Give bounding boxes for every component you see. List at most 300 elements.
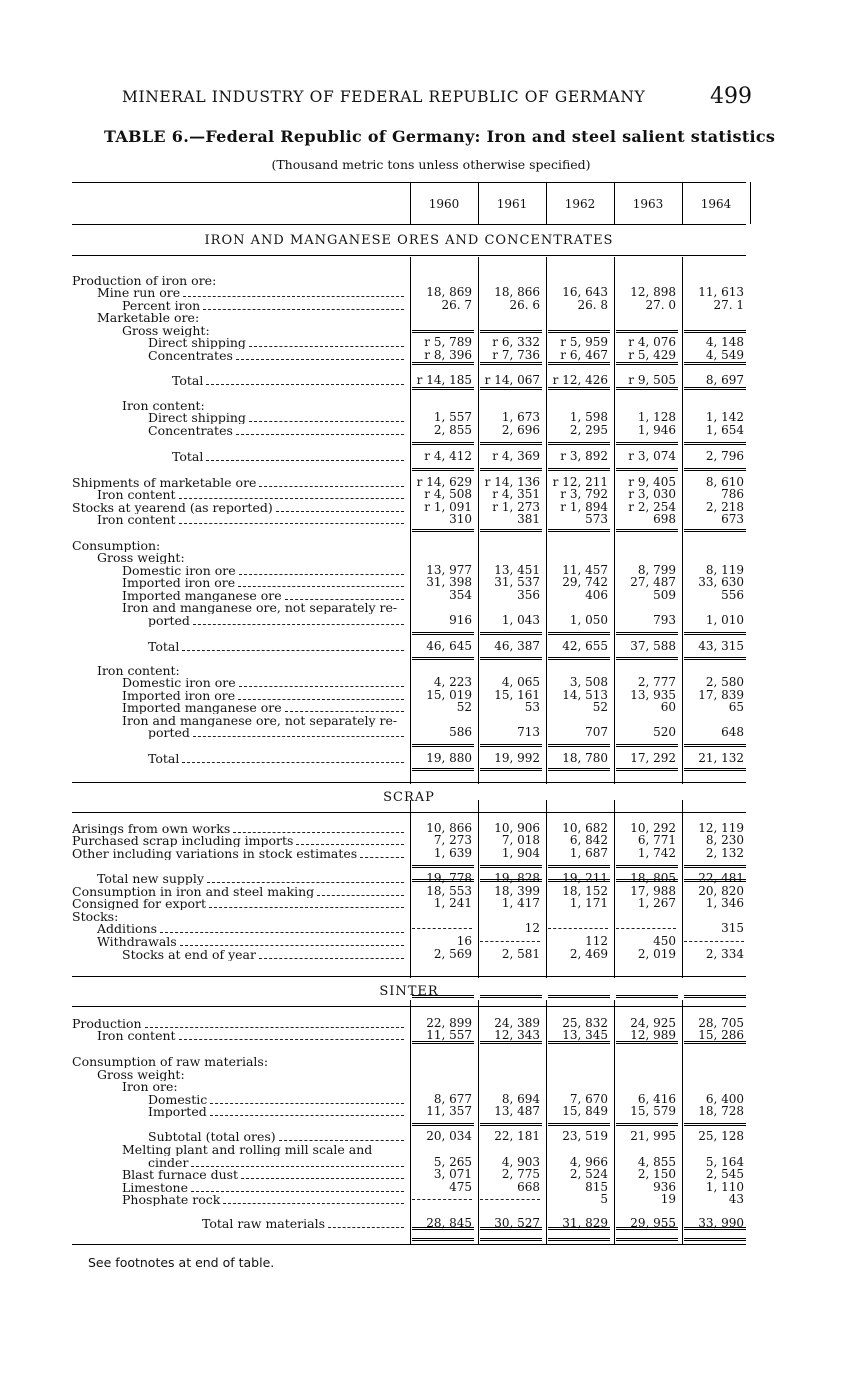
total-rule xyxy=(480,1123,542,1126)
total-rule xyxy=(412,879,474,882)
data-cell: r 14, 185 xyxy=(416,373,472,387)
data-cell: 31, 829 xyxy=(562,1216,608,1230)
data-cell: 3, 071 xyxy=(433,1167,472,1181)
data-cell: 1, 904 xyxy=(501,846,540,860)
data-cell: 25, 128 xyxy=(698,1129,744,1143)
data-cell: r 7, 736 xyxy=(492,348,540,362)
total-rule xyxy=(480,442,542,445)
data-cell: 19, 778 xyxy=(426,871,472,885)
data-cell: 16, 643 xyxy=(562,285,608,299)
data-cell: 10, 866 xyxy=(426,821,472,835)
data-cell: 2, 796 xyxy=(705,449,744,463)
data-cell: 11, 557 xyxy=(426,1028,472,1042)
row-label-text: Imported manganese ore xyxy=(122,589,282,602)
row-label xyxy=(72,676,406,689)
data-cell: 354 xyxy=(449,588,472,602)
row-label xyxy=(72,450,406,463)
data-cell: 43, 315 xyxy=(698,639,744,653)
dot-leader xyxy=(241,1178,404,1179)
row-label-text: Total xyxy=(148,640,180,653)
data-cell: 1, 946 xyxy=(637,423,676,437)
row-label-text: Limestone xyxy=(122,1181,188,1194)
total-rule xyxy=(616,468,678,471)
row-label-text: Consumption in iron and steel making xyxy=(72,885,315,898)
dot-leader xyxy=(223,1203,404,1204)
data-cell: 26. 7 xyxy=(441,298,472,312)
dot-leader xyxy=(183,296,404,297)
data-cell: 2, 777 xyxy=(637,675,676,689)
total-rule xyxy=(480,1238,542,1241)
data-cell: 46, 645 xyxy=(426,639,472,653)
row-label xyxy=(72,834,406,847)
data-cell: 13, 487 xyxy=(494,1104,540,1118)
row-label xyxy=(72,922,406,935)
row-label-text: Iron content: xyxy=(97,664,180,677)
dot-leader xyxy=(179,523,404,524)
total-rule xyxy=(412,330,474,333)
data-cell: 1, 742 xyxy=(637,846,676,860)
dot-leader xyxy=(236,434,404,435)
column-divider xyxy=(478,1000,479,1244)
data-cell: 20, 034 xyxy=(426,1129,472,1143)
data-cell: 713 xyxy=(517,725,540,739)
data-cell: 12, 898 xyxy=(630,285,676,299)
data-cell: 11, 457 xyxy=(562,563,608,577)
data-cell: r 1, 273 xyxy=(492,500,540,514)
total-rule xyxy=(480,879,542,882)
data-cell: 12 xyxy=(524,921,540,935)
footnote-reference: See footnotes at end of table. xyxy=(88,1255,275,1270)
row-label-text: Percent iron xyxy=(122,299,201,312)
dot-leader xyxy=(210,1103,404,1104)
row-label-text: Stocks at yearend (as reported) xyxy=(72,501,273,514)
table-bottom-rule xyxy=(72,1244,746,1245)
data-cell: 7, 670 xyxy=(569,1092,608,1106)
dot-leader xyxy=(182,650,404,651)
data-cell: 29, 955 xyxy=(630,1216,676,1230)
data-cell: 2, 569 xyxy=(433,947,472,961)
total-rule xyxy=(480,529,542,532)
dot-leader xyxy=(296,844,404,845)
total-rule xyxy=(684,744,746,747)
data-cell: 10, 292 xyxy=(630,821,676,835)
data-cell: r 1, 894 xyxy=(560,500,608,514)
data-cell: 16 xyxy=(456,934,472,948)
column-divider xyxy=(682,182,683,224)
total-rule xyxy=(412,362,474,365)
data-cell: r 4, 076 xyxy=(628,335,676,349)
total-rule xyxy=(616,1227,678,1230)
data-cell: 1, 128 xyxy=(637,410,676,424)
row-label xyxy=(72,935,406,948)
total-rule xyxy=(684,1238,746,1241)
row-label xyxy=(72,847,406,860)
column-divider xyxy=(546,182,547,224)
row-label xyxy=(72,488,406,501)
row-label-text: ported xyxy=(148,726,190,739)
data-cell: 13, 451 xyxy=(494,563,540,577)
section-rule xyxy=(72,976,746,977)
dot-leader xyxy=(238,699,404,700)
row-label xyxy=(72,1105,406,1118)
data-cell: 8, 677 xyxy=(433,1092,472,1106)
total-rule xyxy=(480,632,542,635)
total-rule xyxy=(412,1238,474,1241)
data-cell: 2, 545 xyxy=(705,1167,744,1181)
section-rule xyxy=(72,812,746,813)
total-rule xyxy=(480,1041,542,1044)
section-rule xyxy=(72,255,746,256)
data-cell: 8, 119 xyxy=(705,563,744,577)
data-cell: 18, 780 xyxy=(562,751,608,765)
row-label xyxy=(72,701,406,714)
total-rule xyxy=(684,330,746,333)
data-cell: r 4, 369 xyxy=(492,449,540,463)
data-cell: 27. 1 xyxy=(713,298,744,312)
column-header-1962: 1962 xyxy=(564,197,596,211)
row-label xyxy=(72,1029,406,1042)
row-label-text: Other including variations in stock estimates xyxy=(72,847,358,860)
data-cell: 310 xyxy=(449,512,472,526)
row-label xyxy=(72,948,406,961)
data-cell: 17, 988 xyxy=(630,884,676,898)
row-label-text: Total xyxy=(172,374,204,387)
data-cell: 33, 990 xyxy=(698,1216,744,1230)
dot-leader xyxy=(285,599,404,600)
row-label xyxy=(72,336,406,349)
data-cell: 29, 742 xyxy=(562,575,608,589)
data-cell: 2, 132 xyxy=(705,846,744,860)
data-cell: 673 xyxy=(721,512,744,526)
data-cell: 26. 6 xyxy=(509,298,540,312)
row-label-text: Iron content xyxy=(97,1029,176,1042)
data-cell: 2, 019 xyxy=(637,947,676,961)
row-label-text: Mine run ore xyxy=(97,286,181,299)
data-cell: 1, 687 xyxy=(569,846,608,860)
data-cell xyxy=(684,935,744,942)
data-cell: 4, 903 xyxy=(501,1155,540,1169)
table-subtitle: (Thousand metric tons unless otherwise specified) xyxy=(271,157,591,172)
data-cell: r 14, 067 xyxy=(484,373,540,387)
data-cell: r 2, 254 xyxy=(628,500,676,514)
data-cell: 475 xyxy=(449,1180,472,1194)
column-header-1963: 1963 xyxy=(632,197,664,211)
data-cell: 53 xyxy=(524,700,540,714)
data-cell: 815 xyxy=(585,1180,608,1194)
data-cell: 2, 150 xyxy=(637,1167,676,1181)
data-cell: 916 xyxy=(449,613,472,627)
data-cell: 6, 842 xyxy=(569,833,608,847)
total-rule xyxy=(548,657,610,660)
data-cell: 2, 696 xyxy=(501,423,540,437)
data-cell: 112 xyxy=(585,934,608,948)
data-cell: 356 xyxy=(517,588,540,602)
total-rule xyxy=(480,387,542,390)
row-label xyxy=(72,551,406,564)
data-cell: 43 xyxy=(728,1192,744,1206)
data-cell xyxy=(480,935,540,942)
total-rule xyxy=(616,330,678,333)
row-label xyxy=(72,411,406,424)
data-cell: 2, 334 xyxy=(705,947,744,961)
dot-leader xyxy=(206,460,404,461)
data-cell: 11, 357 xyxy=(426,1104,472,1118)
data-cell: 12, 989 xyxy=(630,1028,676,1042)
data-cell: 1, 142 xyxy=(705,410,744,424)
data-cell: 556 xyxy=(721,588,744,602)
data-cell: r 1, 091 xyxy=(424,500,472,514)
column-divider xyxy=(546,1000,547,1244)
column-divider xyxy=(410,182,411,224)
total-rule xyxy=(684,362,746,365)
total-rule xyxy=(684,632,746,635)
data-cell: 1, 110 xyxy=(705,1180,744,1194)
total-rule xyxy=(616,362,678,365)
data-cell: 586 xyxy=(449,725,472,739)
total-rule xyxy=(616,879,678,882)
data-cell: 7, 273 xyxy=(433,833,472,847)
row-label-text: Consigned for export xyxy=(72,897,207,910)
data-cell xyxy=(548,922,608,929)
row-label-text: Stocks: xyxy=(72,910,119,923)
data-cell: 20, 820 xyxy=(698,884,744,898)
data-cell: 13, 345 xyxy=(562,1028,608,1042)
total-rule xyxy=(548,632,610,635)
data-cell: 1, 346 xyxy=(705,896,744,910)
total-rule xyxy=(412,442,474,445)
total-rule xyxy=(616,768,678,771)
data-cell: 18, 866 xyxy=(494,285,540,299)
total-rule xyxy=(480,768,542,771)
row-label-text: Melting plant and rolling mill scale and xyxy=(122,1143,373,1156)
row-label-text: Gross weight: xyxy=(97,551,185,564)
total-rule xyxy=(616,744,678,747)
total-rule xyxy=(412,468,474,471)
data-cell: 19 xyxy=(660,1192,676,1206)
data-cell: 2, 218 xyxy=(705,500,744,514)
data-cell: 6, 771 xyxy=(637,833,676,847)
total-rule xyxy=(684,529,746,532)
total-rule xyxy=(412,744,474,747)
dot-leader xyxy=(145,1027,404,1028)
dot-leader xyxy=(249,421,404,422)
data-cell xyxy=(616,922,676,929)
data-cell: 65 xyxy=(728,700,744,714)
data-cell: 668 xyxy=(517,1180,540,1194)
data-cell: 21, 995 xyxy=(630,1129,676,1143)
dot-leader xyxy=(191,1166,404,1167)
data-cell: 1, 654 xyxy=(705,423,744,437)
data-cell: 22, 899 xyxy=(426,1016,472,1030)
data-cell: 21, 132 xyxy=(698,751,744,765)
data-cell: r 12, 426 xyxy=(552,373,608,387)
data-cell: 5, 164 xyxy=(705,1155,744,1169)
row-label xyxy=(72,640,406,653)
row-label-text: Iron content: xyxy=(122,399,205,412)
data-cell: 15, 579 xyxy=(630,1104,676,1118)
row-label-text: Consumption of raw materials: xyxy=(72,1055,269,1068)
dot-leader xyxy=(238,586,404,587)
row-label-text: Consumption: xyxy=(72,539,161,552)
column-header-1964: 1964 xyxy=(700,197,732,211)
data-cell: 18, 553 xyxy=(426,884,472,898)
data-cell: 18, 869 xyxy=(426,285,472,299)
data-cell: 31, 398 xyxy=(426,575,472,589)
row-label xyxy=(72,1143,406,1156)
dot-leader xyxy=(206,384,404,385)
section-heading: IRON AND MANGANESE ORES AND CONCENTRATES xyxy=(204,233,614,248)
row-label xyxy=(72,1193,406,1206)
data-cell: 30, 527 xyxy=(494,1216,540,1230)
data-cell xyxy=(412,922,472,929)
row-label xyxy=(72,601,406,614)
data-cell: 4, 148 xyxy=(705,335,744,349)
row-label xyxy=(72,424,406,437)
row-label-text: Total new supply xyxy=(97,872,204,885)
data-cell: 6, 416 xyxy=(637,1092,676,1106)
total-rule xyxy=(412,1041,474,1044)
total-rule xyxy=(684,1041,746,1044)
data-cell: 1, 241 xyxy=(433,896,472,910)
total-rule xyxy=(616,632,678,635)
total-rule xyxy=(616,1041,678,1044)
total-rule xyxy=(548,330,610,333)
data-cell: 10, 682 xyxy=(562,821,608,835)
row-label-text: Imported iron ore xyxy=(122,689,236,702)
data-cell: 1, 673 xyxy=(501,410,540,424)
dot-leader xyxy=(259,958,404,959)
data-cell: 936 xyxy=(653,1180,676,1194)
total-rule xyxy=(412,865,474,868)
data-cell: 648 xyxy=(721,725,744,739)
data-cell: 4, 065 xyxy=(501,675,540,689)
data-cell: r 3, 074 xyxy=(628,449,676,463)
row-label-text: Imported manganese ore xyxy=(122,701,282,714)
total-rule xyxy=(684,768,746,771)
data-cell: 1, 267 xyxy=(637,896,676,910)
total-rule xyxy=(548,1123,610,1126)
dot-leader xyxy=(317,895,404,896)
data-cell: r 6, 467 xyxy=(560,348,608,362)
total-rule xyxy=(412,1227,474,1230)
data-cell: 793 xyxy=(653,613,676,627)
data-cell: 25, 832 xyxy=(562,1016,608,1030)
dot-leader xyxy=(209,907,404,908)
row-label-text: Stocks at end of year xyxy=(122,948,256,961)
dot-leader xyxy=(249,346,404,347)
dot-leader xyxy=(193,736,404,737)
total-rule xyxy=(548,1238,610,1241)
data-cell: r 4, 412 xyxy=(424,449,472,463)
row-label xyxy=(72,872,406,885)
data-cell: 18, 728 xyxy=(698,1104,744,1118)
dot-leader xyxy=(203,309,404,310)
data-cell: 2, 295 xyxy=(569,423,608,437)
total-rule xyxy=(548,442,610,445)
total-rule xyxy=(548,529,610,532)
row-label-text: Total raw materials xyxy=(202,1217,326,1230)
dot-leader xyxy=(360,857,404,858)
column-divider xyxy=(546,257,547,784)
total-rule xyxy=(412,387,474,390)
data-cell: 6, 400 xyxy=(705,1092,744,1106)
data-cell: 707 xyxy=(585,725,608,739)
data-cell: 7, 018 xyxy=(501,833,540,847)
table-title: TABLE 6.—Federal Republic of Germany: Iron and steel salient statistics xyxy=(104,127,776,146)
data-cell: 8, 610 xyxy=(705,475,744,489)
row-label-text: Domestic iron ore xyxy=(122,564,236,577)
column-divider xyxy=(478,257,479,784)
page-header xyxy=(122,84,752,112)
total-rule xyxy=(684,1123,746,1126)
data-cell: 52 xyxy=(456,700,472,714)
total-rule xyxy=(616,387,678,390)
total-rule xyxy=(684,879,746,882)
data-cell: 1, 639 xyxy=(433,846,472,860)
dot-leader xyxy=(279,1140,404,1141)
row-label-text: Marketable ore: xyxy=(97,311,200,324)
data-cell: 28, 845 xyxy=(426,1216,472,1230)
column-header-1960: 1960 xyxy=(428,197,460,211)
total-rule xyxy=(548,1041,610,1044)
total-rule xyxy=(548,744,610,747)
dot-leader xyxy=(239,574,404,575)
dot-leader xyxy=(182,762,404,763)
total-rule xyxy=(684,387,746,390)
dot-leader xyxy=(285,711,404,712)
data-cell: 2, 580 xyxy=(705,675,744,689)
row-label-text: Domestic iron ore xyxy=(122,676,236,689)
row-label xyxy=(72,897,406,910)
dot-leader xyxy=(207,882,404,883)
data-cell: r 5, 429 xyxy=(628,348,676,362)
total-rule xyxy=(412,529,474,532)
row-label xyxy=(72,311,406,324)
row-label-text: Total xyxy=(172,450,204,463)
column-divider xyxy=(682,1000,683,1244)
row-label-text: Production of iron ore: xyxy=(72,274,217,287)
row-label xyxy=(72,576,406,589)
data-cell: 315 xyxy=(721,921,744,935)
total-rule xyxy=(548,768,610,771)
row-label-text: Total xyxy=(148,752,180,765)
column-header-1961: 1961 xyxy=(496,197,528,211)
data-cell: 4, 966 xyxy=(569,1155,608,1169)
row-label xyxy=(72,726,406,739)
data-cell: 2, 469 xyxy=(569,947,608,961)
data-cell: 27, 487 xyxy=(630,575,676,589)
row-label-text: Iron content xyxy=(97,513,176,526)
column-divider xyxy=(682,800,683,978)
data-cell: 14, 513 xyxy=(562,688,608,702)
running-title: MINERAL INDUSTRY OF FEDERAL REPUBLIC OF GERMANY xyxy=(122,88,646,106)
row-label-text: Additions xyxy=(97,922,158,935)
data-cell xyxy=(480,1193,540,1200)
data-cell: 573 xyxy=(585,512,608,526)
data-cell: 52 xyxy=(592,700,608,714)
row-label-text: Iron ore: xyxy=(122,1080,178,1093)
data-cell: 1, 417 xyxy=(501,896,540,910)
data-cell: 18, 805 xyxy=(630,871,676,885)
data-cell: 786 xyxy=(721,487,744,501)
data-cell: 19, 992 xyxy=(494,751,540,765)
data-cell: 4, 855 xyxy=(637,1155,676,1169)
page-number: 499 xyxy=(710,84,752,109)
row-label xyxy=(72,1080,406,1093)
column-divider xyxy=(614,800,615,978)
total-rule xyxy=(548,468,610,471)
data-cell: r 9, 405 xyxy=(628,475,676,489)
